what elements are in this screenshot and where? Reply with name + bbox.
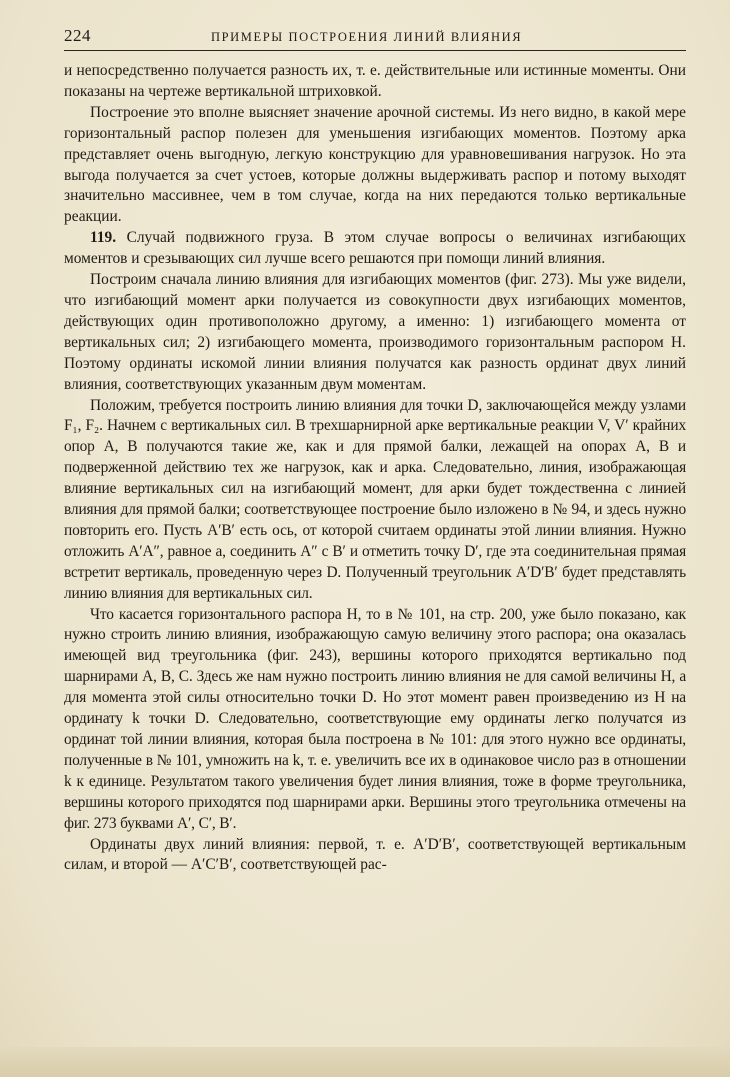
paragraph: Построение это вполне выясняет значение арочной системы. Из него видно, в какой мере горизонтальный распор полезен для уменьшения изгибающих моментов. Поэтому арка представляет очень выгодную, легкую конструкцию для уравновешивания нагрузок. Но эта выгода получается за счет устоев, которые должны выдерживать распор и потому выходят значительно массивнее, чем в том случае, когда на них передаются только вертикальные реакции. [64,103,686,226]
paragraph: Положим, требуется построить линию влияния для точки D, заключающейся между узлами F₁, F₂. Начнем с вертикальных сил. В трехшарнирной арке вертикальные реакции V, V′ крайних опор A, B получаются такие же, как и для прямой балки, лежащей на опорах A, B и подверженной действию тех же нагрузок, как и арка. Следовательно, линия, изображающая влияние вертикальных сил на изгибающий момент, для арки будет тождественна с линией влияния для прямой балки; соответствующее построение было изложено в № 94, и здесь нужно повторить его. Пусть A′B′ есть ось, от которой считаем ординаты этой линии влияния. Нужно отложить A′A″, равное a, соединить A″ с B′ и отметить точку D′, где эта соединительная прямая встретит вертикаль, проведенную через D. Полученный треугольник A′D′B′ будет представлять линию влияния для вертикальных сил. [64,396,686,602]
section-paragraph: 119. Случай подвижного груза. В этом случае вопросы о величинах изгибающих моментов и срезывающих сил лучше всего решаются при помощи линий влияния. [64,229,686,268]
body-text [64,61,686,876]
page-number: 224 [64,26,91,45]
paragraph: и непосредственно получается разность их, т. е. действительные или истинные моменты. Они показаны на чертеже вертикальной штриховкой. [64,62,686,100]
paragraph: Ординаты двух линий влияния: первой, т. е. A′D′B′, соответствующей вертикальным силам, и второй — A′C′B′, соответствующей рас- [64,835,686,874]
paragraph: Построим сначала линию влияния для изгибающих моментов (фиг. 273). Мы уже видели, что изгибающий момент арки получается из совокупности двух изгибающих моментов, действующих один противоположно другому, а именно: 1) изгибающего момента от вертикальных сил; 2) изгибающего момента, производимого горизонтальным распором H. Поэтому ординаты искомой линии влияния получатся как разность ординат двух линий влияния, соответствующих указанным двум моментам. [64,271,686,393]
running-title: ПРИМЕРЫ ПОСТРОЕНИЯ ЛИНИЙ ВЛИЯНИЯ [211,30,523,44]
section-number: 119. [90,229,117,247]
page-header [64,26,686,51]
page-bottom-margin [0,1047,730,1077]
paragraph: Что касается горизонтального распора H, то в № 101, на стр. 200, уже было показано, как нужно строить линию влияния, изображающую самую величину этого распора; она оказалась имеющей вид треугольника (фиг. 243), вершины которого приходятся вертикально под шарнирами A, B, C. Здесь же нам нужно построить линию влияния не для самой величины H, а для момента этой силы относительно точки D. Но этот момент равен произведению из H на ординату k точки D. Следовательно, соответствующие ему ординаты легко получатся из ординат той линии влияния, которая была построена в № 101: для этого нужно все ординаты, полученные в № 101, умножить на k, т. е. увеличить все их в одинаковое число раз в отношении k к единице. Результатом такого увеличения будет линия влияния, тоже в форме треугольника, вершины которого приходятся под шарнирами арки. Вершины этого треугольника отмечены на фиг. 273 буквами A′, C′, B′. [64,605,686,832]
